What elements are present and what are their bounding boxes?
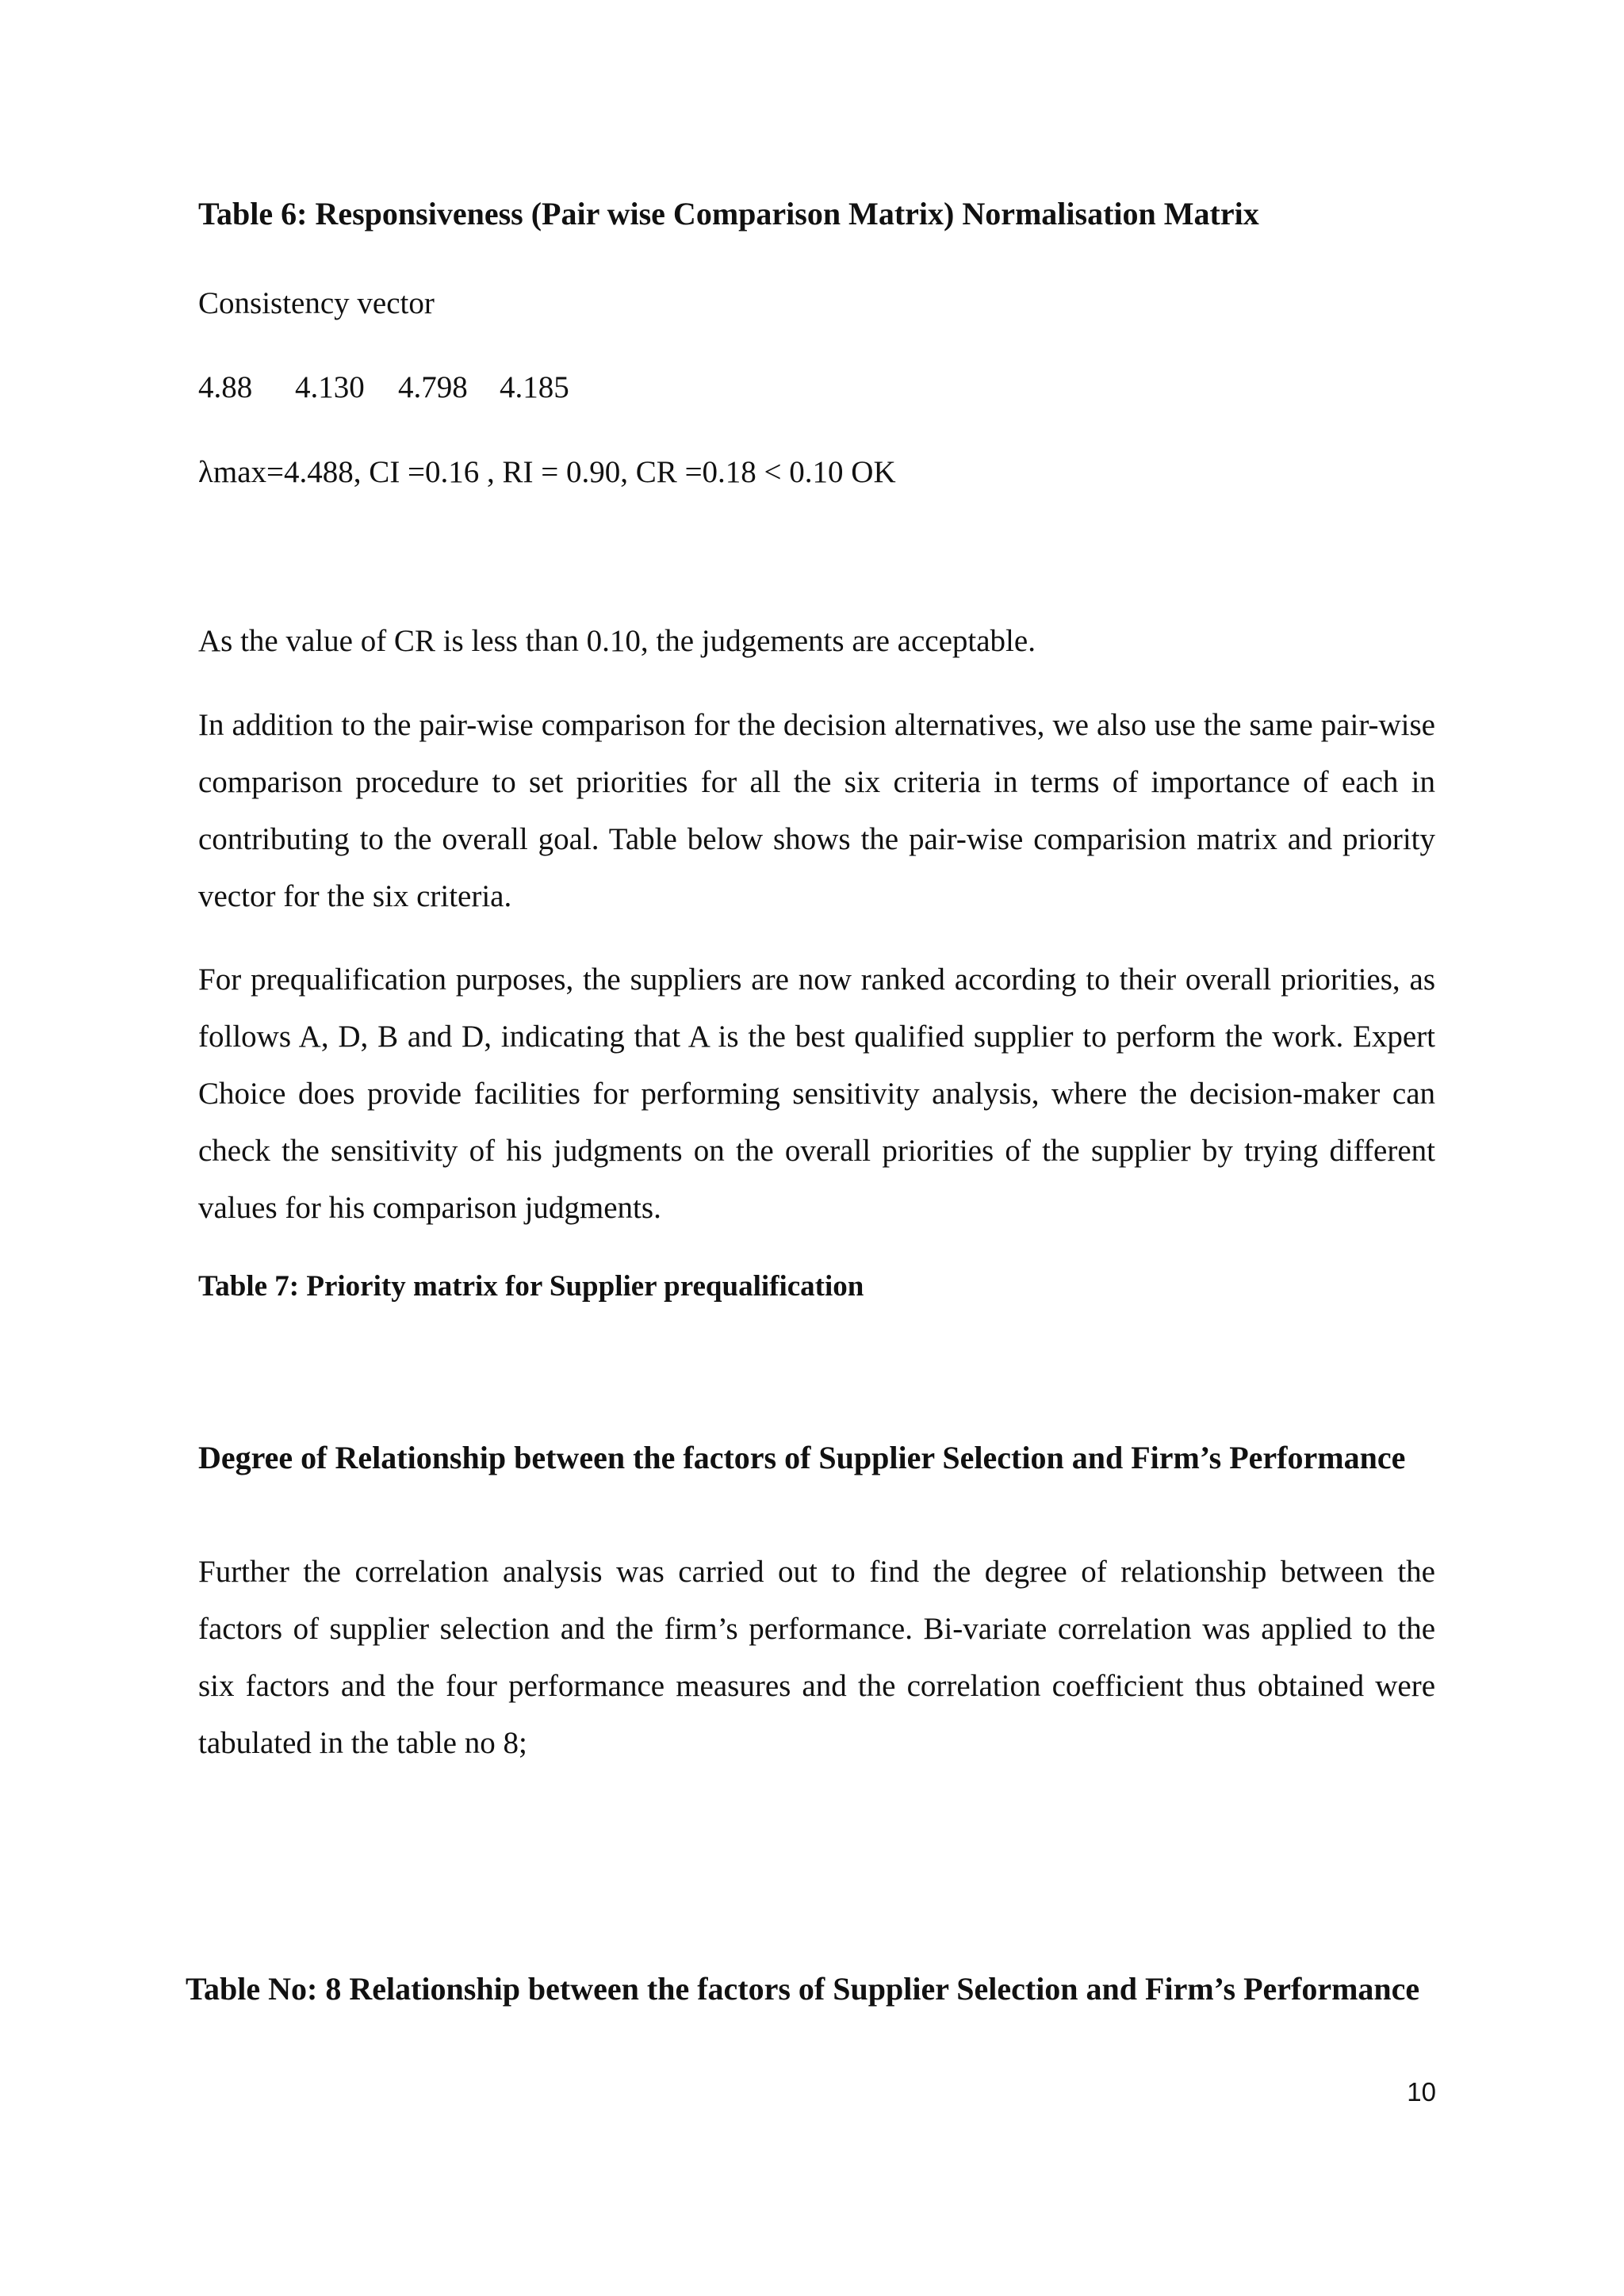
consistency-value: 4.185 xyxy=(500,370,569,404)
paragraph-pairwise-comparison: In addition to the pair-wise comparison for the decision alternatives, we also use the same pair-wise comparison procedure to set priorities for all the six criteria in terms of importance of each in contributing to the overall goal. Table below shows the pair-wise comparision matrix and priority vector for the six criteria. xyxy=(198,708,1435,913)
consistency-vector-label: Consistency vector xyxy=(198,286,435,320)
consistency-vector-values xyxy=(198,359,1435,416)
paragraph-cr-acceptable: As the value of CR is less than 0.10, the judgements are acceptable. xyxy=(198,624,1036,658)
paragraph-prequalification: For prequalification purposes, the suppliers are now ranked according to their overall priorities, as follows A, D, B and D, indicating that A is the best qualified supplier to perform the work. Expert Choice does provide facilities for performing sensitivity analysis, where the decision-maker can check the sensitivity of his judgments on the overall priorities of the supplier by trying different values for his comparison judgments. xyxy=(198,962,1435,1225)
consistency-value: 4.88 xyxy=(198,370,253,404)
paragraph-correlation-analysis: Further the correlation analysis was carried out to find the degree of relationship between the factors of supplier selection and the firm’s performance. Bi-variate correlation was applied to the six factors and the four performance measures and the correlation coefficient thus obtained were tabulated in the table no 8; xyxy=(198,1555,1435,1760)
consistency-ratio-line: λmax=4.488, CI =0.16 , RI = 0.90, CR =0.18 < 0.10 OK xyxy=(198,455,896,489)
page-number: 10 xyxy=(1407,2077,1436,2107)
consistency-value: 4.798 xyxy=(398,370,468,404)
table-6-caption: Table 6: Responsiveness (Pair wise Comparison Matrix) Normalisation Matrix xyxy=(198,196,1259,232)
section-heading-degree-of-relationship: Degree of Relationship between the factors of Supplier Selection and Firm’s Performance xyxy=(198,1440,1406,1475)
table-7-caption: Table 7: Priority matrix for Supplier prequalification xyxy=(198,1270,864,1303)
table-8-caption: Table No: 8 Relationship between the factors of Supplier Selection and Firm’s Performance xyxy=(186,1971,1420,2007)
consistency-value: 4.130 xyxy=(295,370,365,404)
